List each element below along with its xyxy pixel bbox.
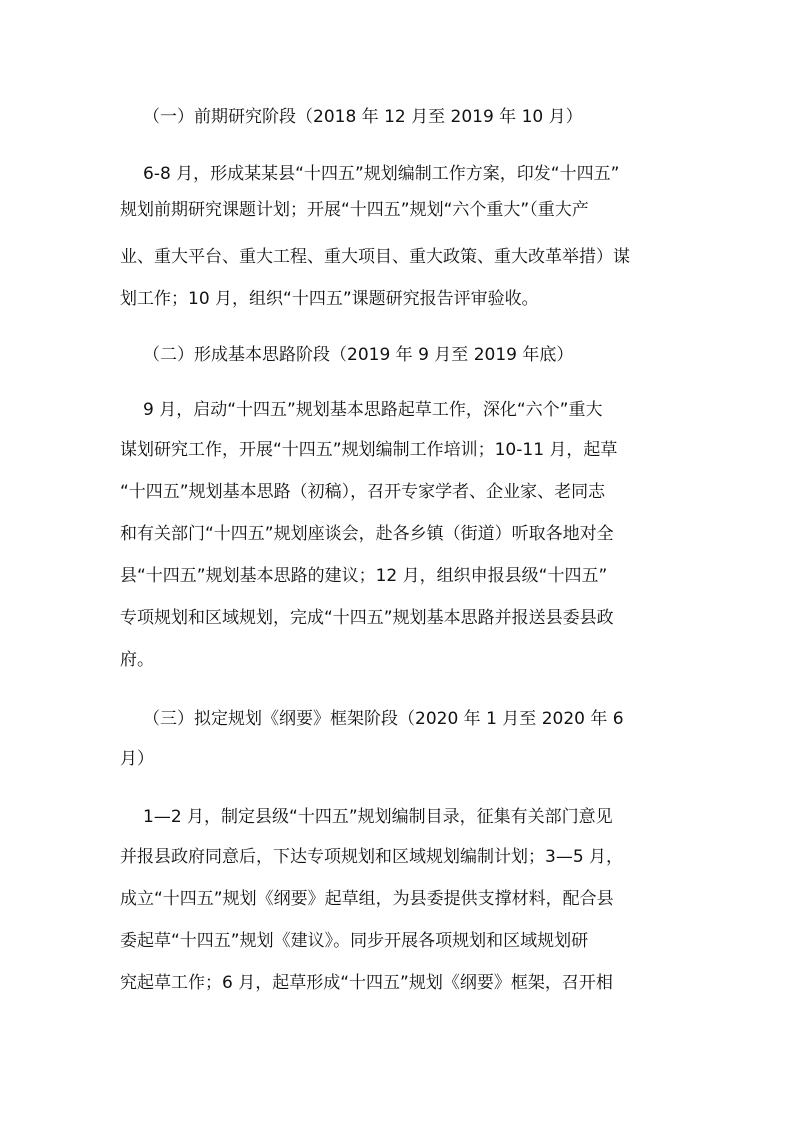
paragraph-line: 谋划研究工作，开展“十四五”规划编制工作培训；10-11 月，起草 <box>120 440 618 460</box>
section-heading-2: （二）形成基本思路阶段（2019 年 9 月至 2019 年底） <box>143 345 574 365</box>
paragraph-line: 业、重大平台、重大工程、重大项目、重大政策、重大改革举措）谋 <box>120 247 630 267</box>
paragraph-line: 和有关部门“十四五”规划座谈会，赴各乡镇（街道）听取各地对全 <box>120 524 614 544</box>
paragraph-line: 划工作；10 月，组织“十四五”课题研究报告评审验收。 <box>120 289 539 309</box>
paragraph-line: 究起草工作；6 月，起草形成“十四五”规划《纲要》框架，召开相 <box>120 973 613 993</box>
paragraph-line: 专项规划和区域规划，完成“十四五”规划基本思路并报送县委县政 <box>120 608 614 628</box>
paragraph-line: 并报县政府同意后，下达专项规划和区域规划编制计划；3—5 月， <box>120 847 624 867</box>
paragraph-line: “十四五”规划基本思路（初稿），召开专家学者、企业家、老同志 <box>120 482 606 502</box>
paragraph-line: 县“十四五”规划基本思路的建议；12 月，组织申报县级“十四五” <box>120 566 608 586</box>
section-heading-1: （一）前期研究阶段（2018 年 12 月至 2019 年 10 月） <box>143 107 583 127</box>
paragraph-line: 9 月，启动“十四五”规划基本思路起草工作，深化“六个”重大 <box>143 400 603 420</box>
paragraph-line: 成立“十四五”规划《纲要》起草组，为县委提供支撑材料，配合县 <box>120 889 614 909</box>
section-heading-3: （三）拟定规划《纲要》框架阶段（2020 年 1 月至 2020 年 6 <box>143 709 624 729</box>
paragraph-line: 府。 <box>120 650 154 670</box>
paragraph-line: 委起草“十四五”规划《建议》。同步开展各项规划和区域规划研 <box>120 931 589 951</box>
paragraph-line: 6-8 月，形成某某县“十四五”规划编制工作方案，印发“十四五” <box>143 164 620 184</box>
paragraph-line: 1—2 月，制定县级“十四五”规划编制目录，征集有关部门意见 <box>143 807 613 827</box>
paragraph-line: 规划前期研究课题计划；开展“十四五”规划“六个重大”（重大产 <box>120 200 589 220</box>
section-heading-3-continued: 月） <box>120 749 154 769</box>
